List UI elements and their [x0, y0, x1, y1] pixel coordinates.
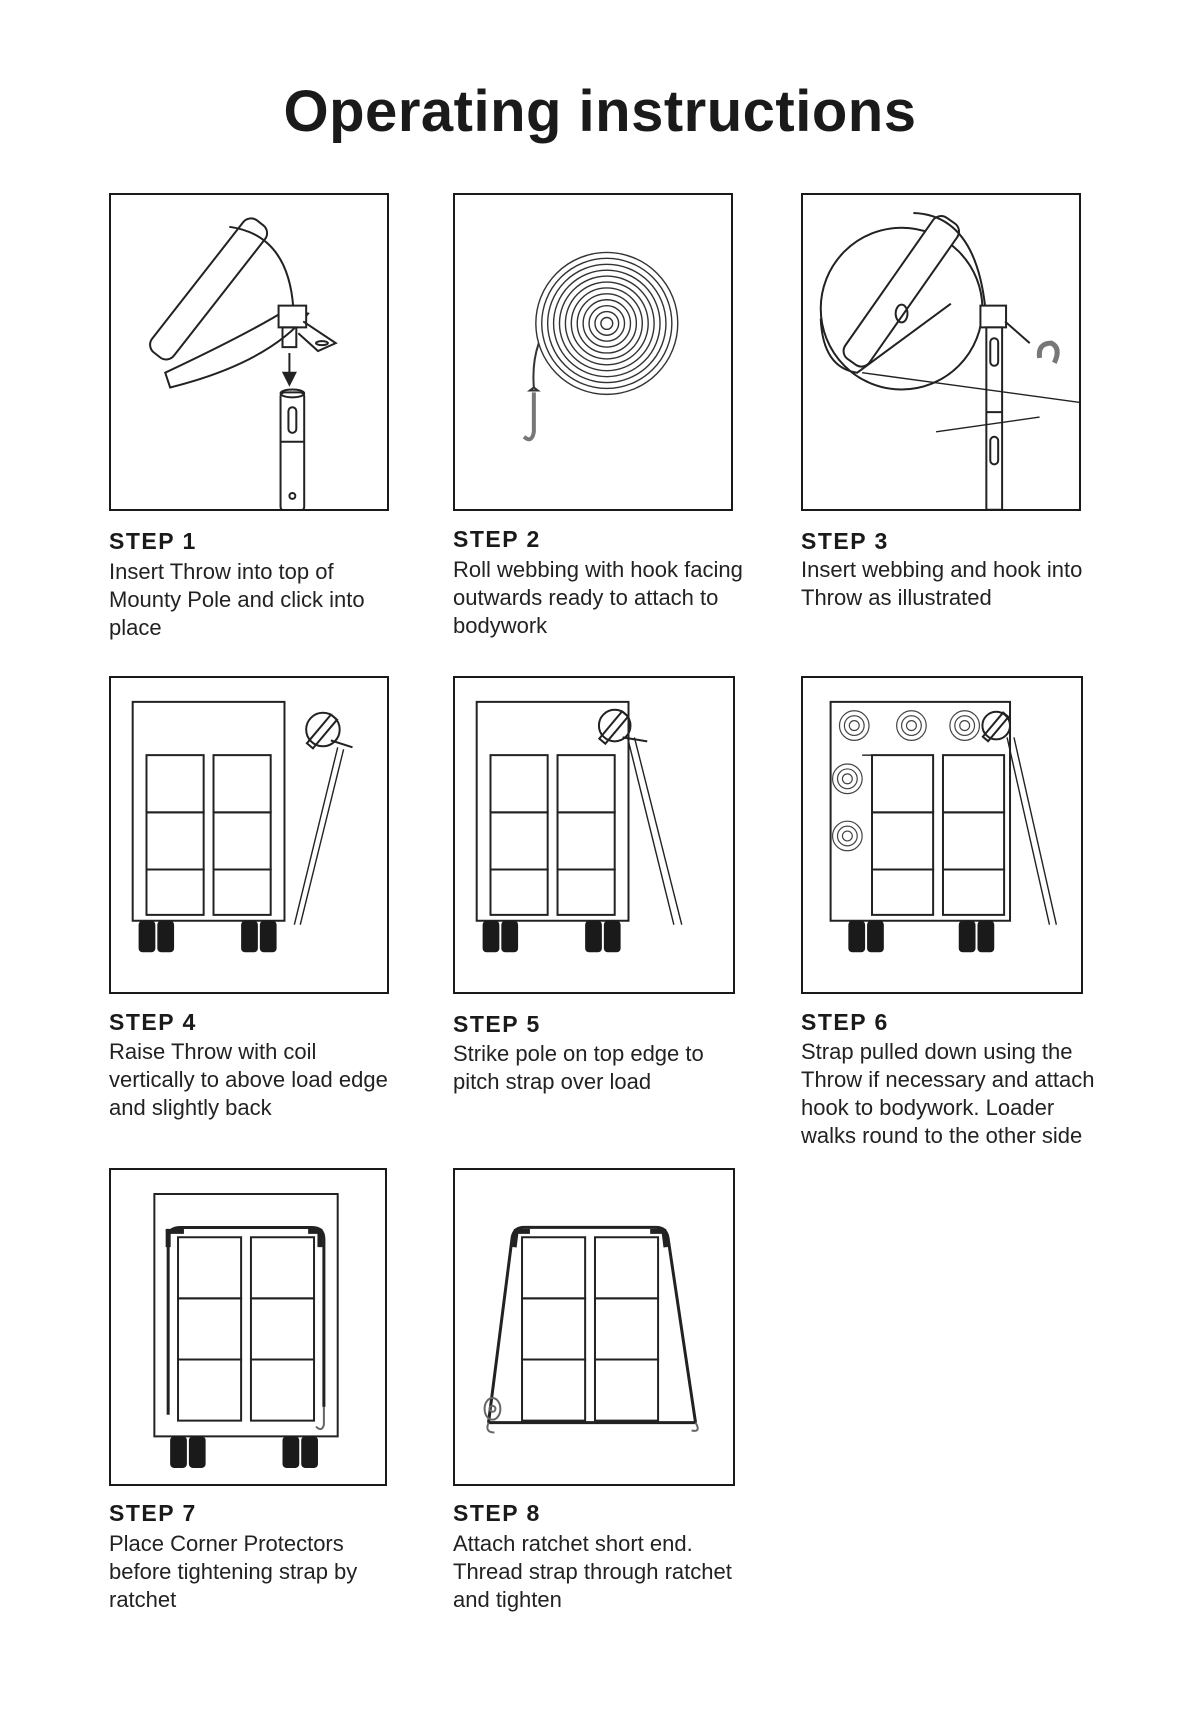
- webbing-coil-illustration: [455, 195, 731, 509]
- step-6-text: Strap pulled down using the Throw if necessary and attach hook to bodywork. Loader walks round to the other side: [801, 1039, 1095, 1148]
- step-1-heading: STEP 1: [109, 528, 197, 554]
- step-1-text: Insert Throw into top of Mounty Pole and click into place: [109, 559, 365, 640]
- corner-protectors-illustration: [111, 1170, 385, 1484]
- step-5-illustration: [453, 676, 735, 994]
- step-8-illustration: [453, 1168, 735, 1486]
- step-2-illustration: [453, 193, 733, 511]
- step-8-heading: STEP 8: [453, 1500, 541, 1526]
- step-6-heading: STEP 6: [801, 1009, 889, 1035]
- step-1-illustration: [109, 193, 389, 511]
- step-5-heading: STEP 5: [453, 1011, 541, 1037]
- step-7-heading: STEP 7: [109, 1500, 197, 1526]
- throw-loaded-illustration: [803, 195, 1079, 509]
- ratchet-tighten-illustration: [455, 1170, 733, 1484]
- step-8-text: Attach ratchet short end. Thread strap through ratchet and tighten: [453, 1531, 732, 1612]
- step-7-illustration: [109, 1168, 387, 1486]
- step-4-illustration: [109, 676, 389, 994]
- step-5-text: Strike pole on top edge to pitch strap over load: [453, 1041, 704, 1094]
- step-6-illustration: [801, 676, 1083, 994]
- step-4-heading: STEP 4: [109, 1009, 197, 1035]
- step-2-text: Roll webbing with hook facing outwards ready to attach to bodywork: [453, 557, 743, 638]
- strap-pulled-illustration: [803, 678, 1081, 992]
- strike-pole-illustration: [455, 678, 733, 992]
- step-2-heading: STEP 2: [453, 526, 541, 552]
- step-7-text: Place Corner Protectors before tightening strap by ratchet: [109, 1531, 358, 1612]
- step-4-text: Raise Throw with coil vertically to above load edge and slightly back: [109, 1039, 388, 1120]
- throw-insert-illustration: [111, 195, 387, 509]
- page-title: Operating instructions: [283, 79, 917, 144]
- step-3-illustration: [801, 193, 1081, 511]
- step-3-text: Insert webbing and hook into Throw as illustrated: [801, 557, 1083, 610]
- raise-throw-illustration: [111, 678, 387, 992]
- step-3-heading: STEP 3: [801, 528, 889, 554]
